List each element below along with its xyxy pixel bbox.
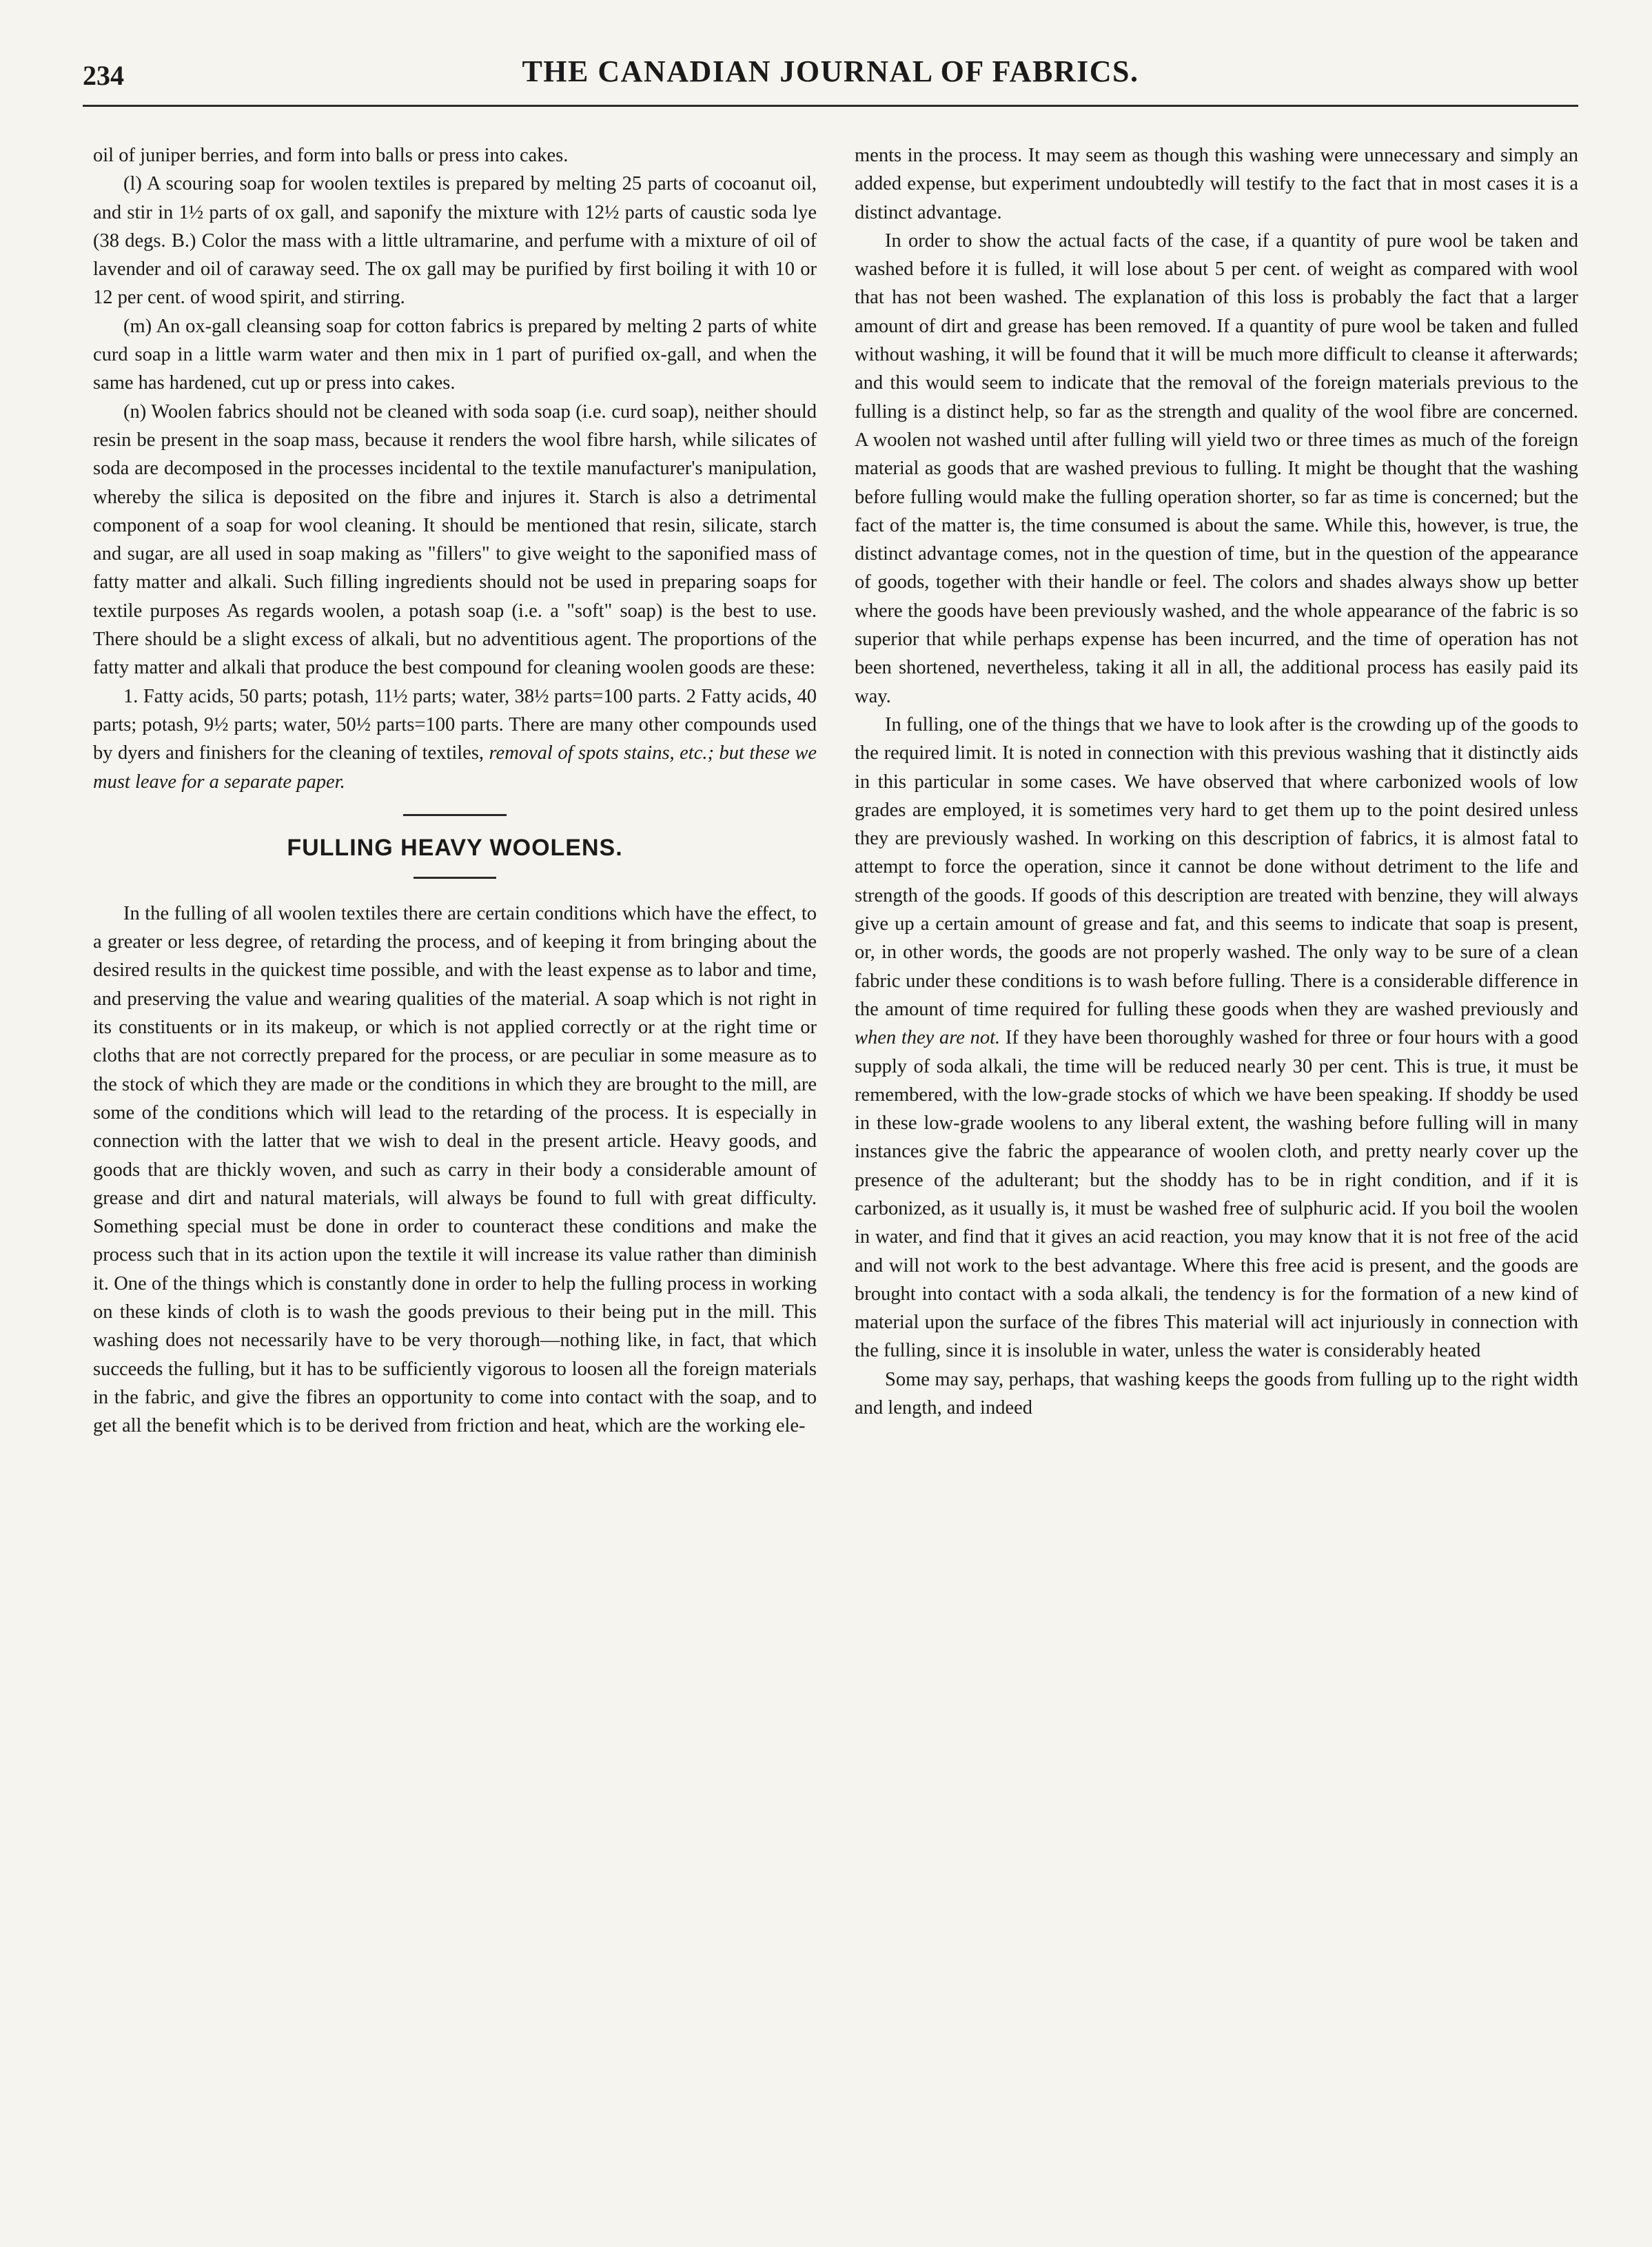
paragraph-text: 1. Fatty acids, 50 parts; potash, 11½ parts; water, 38½ parts=100 parts. 2 Fatty acids, 40 parts; potash, 9½ parts; water, 50½ parts=100 parts. There are many other compounds used by dyers and finishers for the cleaning of textiles, <box>93 685 817 764</box>
journal-title: THE CANADIAN JOURNAL OF FABRICS. <box>522 54 1139 88</box>
left-column <box>93 141 817 1440</box>
page-number: 234 <box>83 60 124 91</box>
paragraph-italic-text: when they are not. <box>855 1027 1001 1049</box>
section-divider <box>403 814 507 816</box>
paragraph: In the fulling of all woolen textiles there are certain conditions which have the effect, to a greater or less degree, of retarding the process, and of keeping it from bringing about the desired results in the quickest time possible, and with the least expense as to labor and time, and preserving the value and wearing qualities of the material. A soap which is not right in its constituents or in its makeup, or which is not applied correctly or at the right time or cloths that are not correctly prepared for the process, or are peculiar in some measure as to the stock of which they are made or the conditions in which they are brought to the mill, are some of the conditions which will lead to the retarding of the process. It is especially in connection with the latter that we wish to deal in the present article. Heavy goods, and goods that are thickly woven, and such as carry in their body a considerable amount of grease and dirt and natural materials, will always be found to full with great difficulty. Something special must be done in order to counteract these conditions and make the process such that in its action upon the textile it will increase its value rather than diminish it. One of the things which is constantly done in order to help the fulling process in working on these kinds of cloth is to wash the goods previous to their being put in the mill. This washing does not necessarily have to be very thorough—nothing like, in fact, that which succeeds the fulling, but it has to be sufficiently vigorous to loosen all the foreign materials in the fabric, and give the fibres an opportunity to come into contact with the soap, and to get all the benefit which is to be derived from friction and heat, which are the working ele- <box>93 902 817 1437</box>
paragraph <box>93 682 817 796</box>
paragraph: (l) A scouring soap for woolen textiles is prepared by melting 25 parts of cocoanut oil, and stir in 1½ parts of ox gall, and saponify the mixture with 12½ parts of caustic soda lye (38 degs. B.) Color the mass with a little ultramarine, and perfume with a mixture of oil of lavender and oil of caraway seed. The ox gall may be purified by first boiling it with 10 or 12 per cent. of wood spirit, and stirring. <box>93 173 817 309</box>
paragraph: (n) Woolen fabrics should not be cleaned with soda soap (i.e. curd soap), neither should resin be present in the soap mass, because it renders the wool fibre harsh, while silicates of soda are decomposed in the processes incidental to the textile manufacturer's manipulation, whereby the silica is deposited on the fibre and injures it. Starch is also a detrimental component of a soap for wool cleaning. It should be mentioned that resin, silicate, starch and sugar, are all used in soap making as "fillers" to give weight to the saponified mass of fatty matter and alkali. Such filling ingredients should not be used in preparing soaps for textile purposes As regards woolen, a potash soap (i.e. a "soft" soap) is the best to use. There should be a slight excess of alkali, but no adventitious agent. The proportions of the fatty matter and alkali that produce the best compound for cleaning woolen goods are these: <box>93 400 817 679</box>
paragraph: (m) An ox-gall cleansing soap for cotton fabrics is prepared by melting 2 parts of white curd soap in a little warm water and then mix in 1 part of purified ox-gall, and when the same has hardened, cut up or press into cakes. <box>93 315 817 394</box>
section-divider <box>414 877 496 879</box>
paragraph: oil of juniper berries, and form into balls or press into cakes. <box>93 145 569 166</box>
section-heading: FULLING HEAVY WOOLENS. <box>287 834 623 861</box>
paragraph <box>855 711 1578 1365</box>
paragraph-text: In fulling, one of the things that we have to look after is the crowding up of the goods to the required limit. It is noted in connection with this previous washing that it distinctly aids in this particular in some cases. We have observed that where carbonized wools of low grades are employed, it is sometimes very hard to get them up to the point desired unless they are previously washed. In working on this description of fabrics, it is almost fatal to attempt to force the operation, since it cannot be done without detriment to the life and strength of the goods. If goods of this description are treated with benzine, they will always give up a certain amount of grease and fat, and this seems to indicate that soap is present, or, in other words, the goods are not properly washed. The only way to be sure of a clean fabric under these conditions is to wash before fulling. There is a considerable difference in the amount of time required for fulling these goods when they are washed previously and <box>855 713 1578 1020</box>
paragraph-text: If they have been thoroughly washed for three or four hours with a good supply of soda alkali, the time will be reduced nearly 30 per cent. This is true, it must be remembered, with the low-grade stocks of which we have been speaking. If shoddy be used in these low-grade woolens to any liberal extent, the washing before fulling will in many instances give the fabric the appearance of woolen cloth, and pretty nearly cover up the presence of the adulterant; but the shoddy has to be in right condition, and if it is carbonized, as it usually is, it must be washed free of sulphuric acid. If you boil the woolen in water, and find that it gives an acid reaction, you may know that it is not free of the acid and will not work to the best advantage. Where this free acid is present, and the goods are brought into contact with a soda alkali, the tendency is for the formation of a new kind of material upon the surface of the fibres This material will act injuriously in connection with the fulling, since it is insoluble in water, unless the water is considerably heated <box>855 1027 1578 1362</box>
paragraph: Some may say, perhaps, that washing keeps the goods from fulling up to the right width and length, and indeed <box>855 1368 1578 1419</box>
paragraph: ments in the process. It may seem as though this washing were unnecessary and simply an added expense, but experiment undoubtedly will testify to the fact that in most cases it is a distinct advantage. <box>855 145 1578 223</box>
header-rule <box>83 105 1578 107</box>
paragraph: In order to show the actual facts of the case, if a quantity of pure wool be taken and washed before it is fulled, it will lose about 5 per cent. of weight as compared with wool that has not been washed. The explanation of this loss is probably the fact that a larger amount of dirt and grease has been removed. If a quantity of pure wool be taken and fulled without washing, it will be found that it will be much more difficult to cleanse it afterwards; and this would seem to indicate that the removal of the foreign materials previous to the fulling is a distinct help, so far as the strength and quality of the wool fibre are concerned. A woolen not washed until after fulling will yield two or three times as much of the foreign material as goods that are washed previous to fulling. It might be thought that the washing before fulling would make the fulling operation shorter, so far as time is concerned; but the fact of the matter is, the time consumed is about the same. While this, however, is true, the distinct advantage comes, not in the question of time, but in the question of the appearance of goods, together with their handle or feel. The colors and shades always show up better where the goods have been previously washed, and the whole appearance of the fabric is so superior that while perhaps expense has been incurred, and the time of operation has not been shortened, nevertheless, taking it all in all, the additional process has easily paid its way. <box>855 230 1578 707</box>
page-header <box>83 54 1578 102</box>
paragraph-italic-text: removal of spots stains, etc.; but these we must leave for a separate paper. <box>93 742 817 793</box>
right-column <box>855 141 1578 1422</box>
